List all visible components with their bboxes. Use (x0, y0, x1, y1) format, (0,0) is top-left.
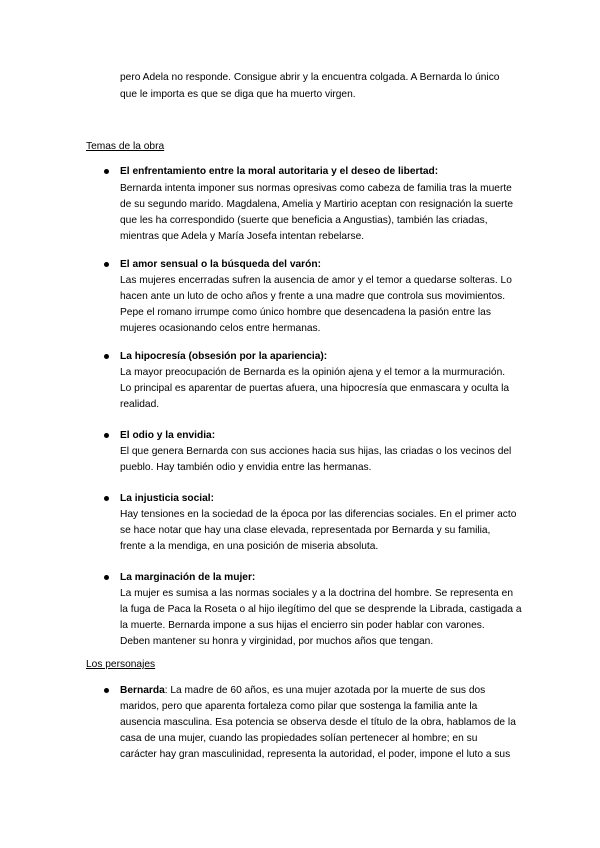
tema-title: La marginación de la mujer: (120, 572, 256, 583)
tema-line: Pepe el romano irrumpe como único hombre que desencadena la pasión entre las (120, 307, 491, 318)
bullet-icon (104, 496, 109, 501)
personaje-line: ausencia masculina. Esa potencia se observa desde el título de la obra, hablamos de la (120, 717, 516, 728)
tema-line: mujeres ocasionando celos entre hermanas. (120, 323, 321, 334)
tema-line: Las mujeres encerradas sufren la ausencia de amor y el temor a quedarse solteras. Lo (120, 275, 512, 286)
tema-line: Hay tensiones en la sociedad de la época por las diferencias sociales. En el primer acto (120, 509, 517, 520)
personaje-line: casa de una mujer, cuando las propiedades solían pertenecer al hombre; en su (120, 733, 478, 744)
bullet-icon (104, 433, 109, 438)
tema-line: La mayor preocupación de Bernarda es la opinión ajena y el temor a la murmuración. (120, 367, 506, 378)
tema-line: El que genera Bernarda con sus acciones hacia sus hijas, las criadas o los vecinos del (120, 446, 512, 457)
tema-line: de su segundo marido. Magdalena, Amelia y Martirio aceptan con resignación la suerte (120, 199, 514, 210)
tema-title: El amor sensual o la búsqueda del varón: (120, 259, 321, 270)
tema-line: realidad. (120, 399, 160, 410)
bullet-icon (104, 262, 109, 267)
tema-line: mientras que Adela y María Josefa intentan rebelarse. (120, 231, 365, 242)
tema-title: La injusticia social: (120, 493, 214, 504)
tema-line: Deben mantener su honra y virginidad, por muchos años que tengan. (120, 636, 434, 647)
intro-line: que le importa es que se diga que ha muerto virgen. (120, 89, 356, 100)
personaje-line: maridos, pero que aparenta fortaleza como pilar que sostenga la familia ante la (120, 701, 478, 712)
personaje-line: carácter hay gran masculinidad, representa la autoridad, el poder, impone el luto a sus (120, 749, 511, 760)
tema-line: Lo principal es aparentar de puertas afuera, una hipocresía que enmascara y oculta la (120, 383, 510, 394)
tema-line: que les ha correspondido (suerte que beneficia a Angustias), también las criadas, (120, 215, 488, 226)
tema-title: El enfrentamiento entre la moral autoritaria y el deseo de libertad: (120, 166, 439, 177)
tema-line: frente a la mendiga, en una posición de miseria absoluta. (120, 541, 379, 552)
section-heading-temas: Temas de la obra (86, 141, 165, 152)
tema-title: El odio y la envidia: (120, 430, 216, 441)
tema-title: La hipocresía (obsesión por la apariencia): (120, 351, 328, 362)
tema-line: la muerte. Bernarda impone a sus hijas el encierro sin poder hablar con varones. (120, 620, 485, 631)
bullet-icon (104, 169, 109, 174)
intro-line: pero Adela no responde. Consigue abrir y la encuentra colgada. A Bernarda lo único (120, 72, 500, 83)
bullet-icon (104, 688, 109, 693)
bullet-icon (104, 354, 109, 359)
personaje-first-line-rest: : La madre de 60 años, es una mujer azotada por la muerte de sus dos (164, 685, 486, 696)
bullet-icon (104, 575, 109, 580)
tema-line: se hace notar que hay una clase elevada, representada por Bernarda y su familia, (120, 525, 491, 536)
tema-line: hacen ante un luto de ocho años y frente a una madre que controla sus movimientos. (120, 291, 506, 302)
section-heading-personajes: Los personajes (86, 659, 156, 670)
tema-line: Bernarda intenta imponer sus normas opresivas como cabeza de familia tras la muerte (120, 183, 512, 194)
tema-line: La mujer es sumisa a las normas sociales y a la doctrina del hombre. Se representa en (120, 588, 513, 599)
tema-line: la fuga de Paca la Roseta o al hijo ilegítimo del que se desprende la Librada, castigada a (120, 604, 522, 615)
personaje-first-line (120, 683, 485, 699)
personaje-name: Bernarda (120, 685, 165, 696)
tema-line: pueblo. Hay también odio y envidia entre las hermanas. (120, 462, 372, 473)
